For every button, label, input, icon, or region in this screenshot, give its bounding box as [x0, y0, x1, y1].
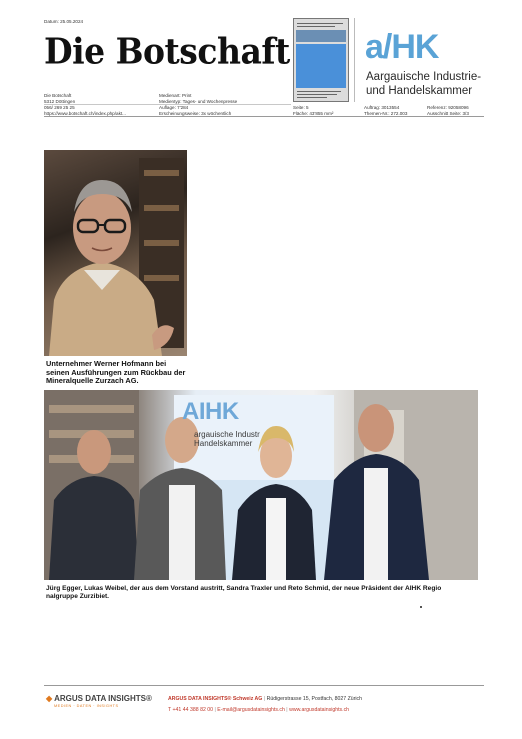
header-subdivider: [44, 104, 291, 105]
group-caption-line2: nalgruppe Zurzibiet.: [46, 593, 110, 600]
footer-company: ARGUS DATA INSIGHTS® Schweiz AG: [168, 696, 263, 702]
footer-phone[interactable]: T +41 44 388 82 00: [168, 707, 214, 713]
page-area: Fläche: 43'855 mm²: [293, 111, 334, 116]
portrait-photo: [44, 150, 187, 356]
clip-page: Ausschnitt Seite: 3/3: [427, 111, 469, 116]
argus-brand: ARGUS DATA INSIGHTS: [54, 694, 146, 703]
clip-date: Datum: 25.05.2024: [44, 19, 84, 24]
group-photo: [44, 390, 478, 580]
header-divider: [44, 116, 484, 117]
page-thumbnail: [293, 18, 349, 102]
publisher-info: [44, 93, 126, 117]
group-caption-line1: Jürg Egger, Lukas Weibel, der aus dem Vorstand austritt, Sandra Traxler und Reto Schmid, der neue Präsident der AIHK Regio: [46, 585, 442, 592]
argus-tagline: MEDIEN · DATEN · INSIGHTS: [54, 704, 119, 708]
portrait-caption: Unternehmer Werner Hofmann bei seinen Ausführungen zum Rückbau der Mineralquelle Zurzach AG.: [46, 359, 186, 386]
media-type: Medienart: Print: [159, 93, 192, 98]
media-frequency: Erscheinungsweise: 3x wöchentlich: [159, 111, 232, 116]
argus-logo: [46, 694, 152, 703]
newspaper-masthead: Die Botschaft: [44, 30, 290, 73]
publisher-url[interactable]: https://www.botschaft.ch/index.php/akt...: [44, 111, 126, 116]
banner-subtitle-line1: argauische Industr: [194, 430, 260, 439]
topic-number: Themen-Nr.: 272.003: [364, 111, 408, 116]
reference-number: Referenz: 92058096: [427, 105, 469, 110]
media-category: Medientyp: Tages- und Wochenpresse: [159, 99, 238, 104]
publisher-phone: 056/ 269 25 25: [44, 105, 75, 110]
banner-logo: AIHK: [182, 398, 239, 425]
footer-contact: ARGUS DATA INSIGHTS® Schweiz AG | Rüdigerstrasse 15, Postfach, 8027 Zürich T +41 44 388 82 00 | E-mail@argusdatainsights.ch | www.argusdatainsights.ch: [168, 696, 363, 713]
aihk-logo-line2: und Handelskammer: [366, 85, 473, 97]
media-info: [159, 93, 237, 117]
portrait-illustration: [44, 150, 187, 356]
banner-subtitle: [194, 430, 260, 448]
footer-email[interactable]: E-mail@argusdatainsights.ch: [217, 707, 285, 713]
aihk-logo-line1: Aargauische Industrie-: [366, 71, 482, 83]
media-circulation: Auflage: 7'284: [159, 105, 189, 110]
footer-address: Rüdigerstrasse 15, Postfach, 8027 Zürich: [266, 696, 363, 702]
banner-subtitle-line2: Handelskammer: [194, 439, 253, 448]
aihk-logo: a/HK: [365, 28, 439, 66]
publisher-name: Die Botschaft: [44, 93, 72, 98]
group-illustration: [44, 390, 478, 580]
argus-mark-icon: ◆: [46, 694, 53, 703]
page-marker: [420, 606, 422, 608]
header-separator: [354, 18, 355, 102]
page-number: Seite: 5: [293, 105, 309, 110]
footer-website[interactable]: www.argusdatainsights.ch: [289, 707, 350, 713]
order-number: Auftrag: 3013554: [364, 105, 400, 110]
group-caption: [46, 585, 466, 601]
aihk-logo-name: [366, 70, 481, 98]
publisher-address: 5312 Döttingen: [44, 99, 76, 104]
footer-divider: [44, 685, 484, 686]
argus-registered: ®: [145, 694, 152, 703]
